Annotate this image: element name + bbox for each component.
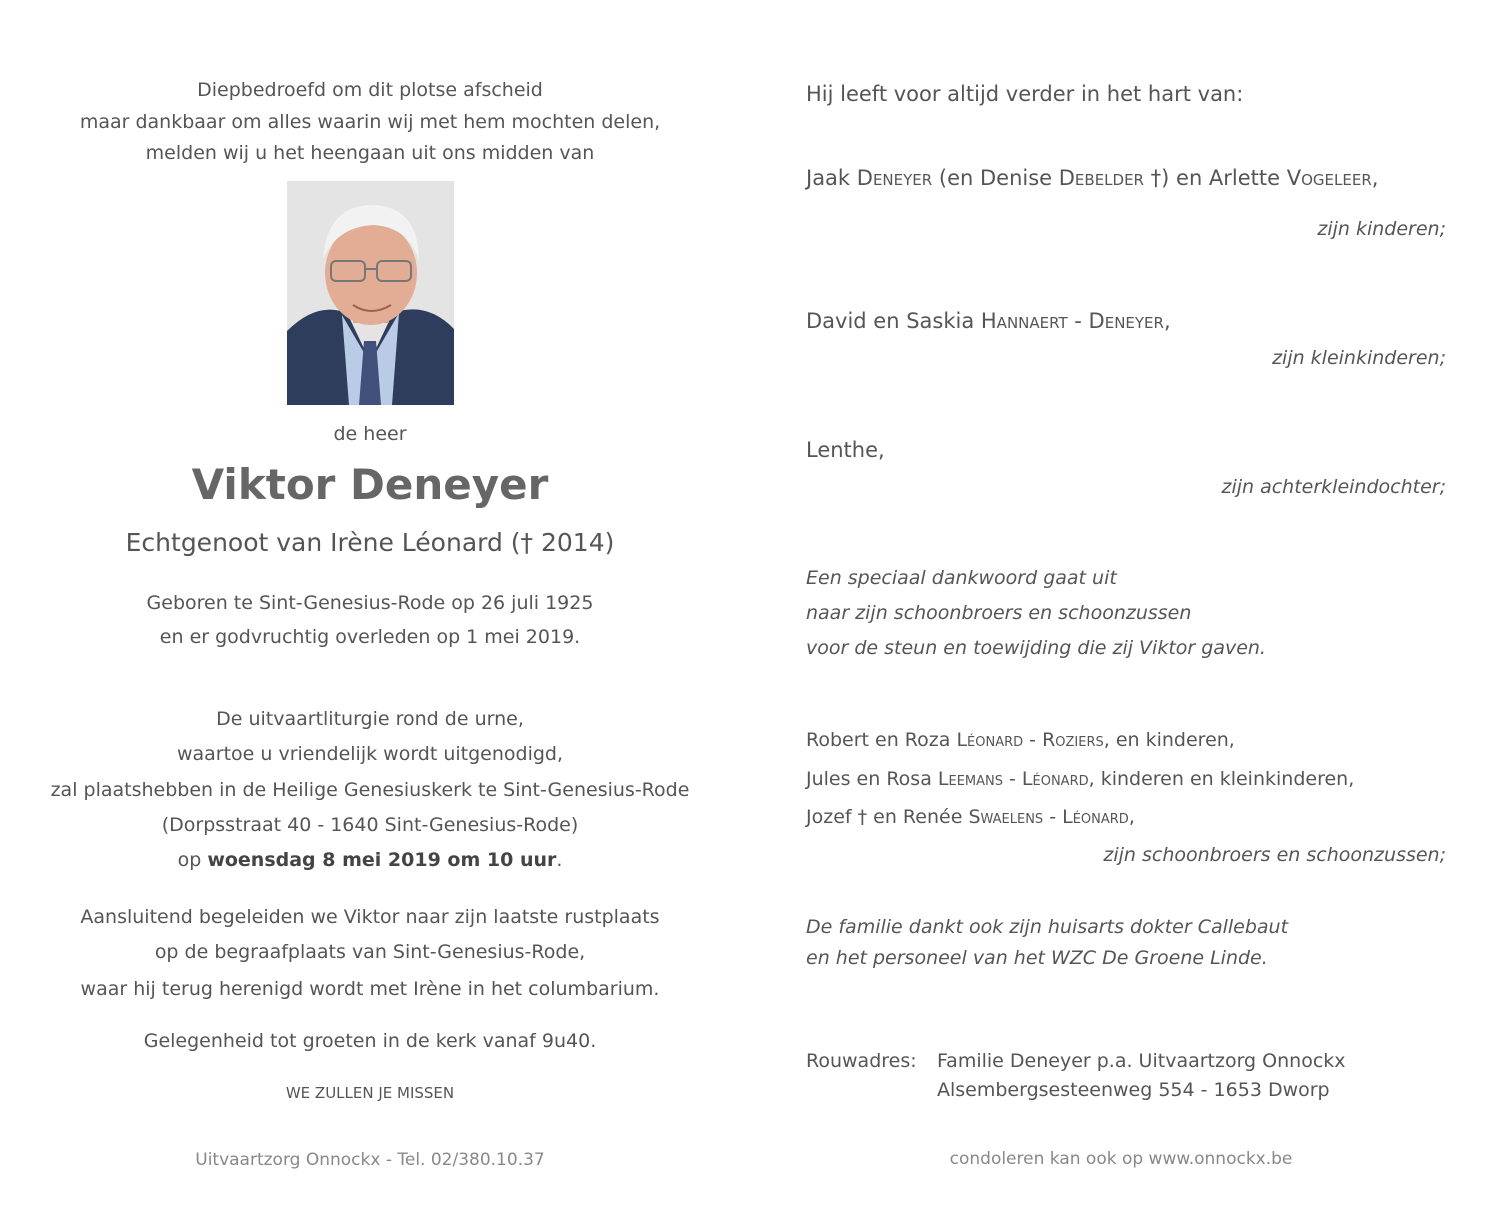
address-line-2: Alsembergsesteenweg 554 - 1653 Dworp bbox=[937, 1079, 1330, 1101]
honorific: de heer bbox=[333, 423, 407, 445]
heading-line: Hij leeft voor altijd verder in het hart van: bbox=[806, 82, 1244, 106]
thanks-line-3: voor de steun en toewijding die zij Viktor gaven. bbox=[806, 637, 1266, 659]
portrait-photo bbox=[287, 181, 454, 405]
date-suffix: . bbox=[556, 849, 563, 871]
died-line: en er godvruchtig overleden op 1 mei 2019. bbox=[159, 626, 581, 648]
address-label: Rouwadres: bbox=[806, 1050, 917, 1072]
surname: Debelder bbox=[1058, 166, 1144, 190]
surname: Deneyer bbox=[856, 166, 933, 190]
text: , en kinderen, bbox=[1103, 729, 1235, 751]
funeral-line-2: waartoe u vriendelijk wordt uitgenodigd, bbox=[176, 743, 564, 765]
text: , bbox=[1371, 166, 1379, 190]
born-line: Geboren te Sint-Genesius-Rode op 26 juli 1925 bbox=[146, 592, 594, 614]
text: Robert en Roza bbox=[806, 729, 957, 751]
grandchildren-line bbox=[806, 309, 1446, 333]
deceased-name: Viktor Deneyer bbox=[191, 460, 549, 509]
text: Jozef † en Renée bbox=[806, 806, 969, 828]
great-grandchild-label: zijn achterkleindochter; bbox=[1221, 476, 1446, 498]
inlaw-line-1 bbox=[806, 729, 1446, 751]
footer-right: condoleren kan ook op www.onnockx.be bbox=[949, 1149, 1293, 1169]
text: David en Saskia bbox=[806, 309, 981, 333]
inlaw-line-3 bbox=[806, 806, 1446, 828]
surname: Vogeleer bbox=[1286, 166, 1372, 190]
text: Jules en Rosa bbox=[806, 768, 938, 790]
inlaw-line-2 bbox=[806, 768, 1446, 790]
burial-line-2: op de begraafplaats van Sint-Genesius-Rode, bbox=[154, 941, 586, 963]
funeral-date bbox=[40, 849, 700, 871]
funeral-line-3: zal plaatshebben in de Heilige Genesiuskerk te Sint-Genesius-Rode bbox=[50, 779, 690, 801]
burial-line-3: waar hij terug herenigd wordt met Irène in het columbarium. bbox=[80, 978, 660, 1000]
spouse-line: Echtgenoot van Irène Léonard († 2014) bbox=[125, 528, 615, 557]
thanks-line-2: naar zijn schoonbroers en schoonzussen bbox=[806, 602, 1192, 624]
date-prefix: op bbox=[177, 849, 202, 871]
surname: Swaelens - Léonard bbox=[968, 806, 1129, 828]
intro-line-1: Diepbedroefd om dit plotse afscheid bbox=[197, 79, 543, 101]
text: †) en Arlette bbox=[1143, 166, 1287, 190]
greeting-line: Gelegenheid tot groeten in de kerk vanaf 9u40. bbox=[143, 1030, 597, 1052]
text: (en Denise bbox=[932, 166, 1059, 190]
surname: Léonard - Roziers bbox=[956, 729, 1104, 751]
missen-line: WE ZULLEN JE MISSEN bbox=[285, 1084, 455, 1102]
text: , bbox=[1163, 309, 1171, 333]
grandchildren-label: zijn kleinkinderen; bbox=[1272, 347, 1446, 369]
thanks-line-1: Een speciaal dankwoord gaat uit bbox=[806, 567, 1117, 589]
intro-line-3: melden wij u het heengaan uit ons midden van bbox=[145, 142, 595, 164]
doctor-line-1: De familie dankt ook zijn huisarts dokter Callebaut bbox=[806, 916, 1289, 938]
children-line bbox=[806, 166, 1446, 190]
text: , kinderen en kleinkinderen, bbox=[1088, 768, 1355, 790]
children-label: zijn kinderen; bbox=[1317, 218, 1446, 240]
date-bold: woensdag 8 mei 2019 om 10 uur bbox=[207, 849, 557, 871]
burial-line-1: Aansluitend begeleiden we Viktor naar zijn laatste rustplaats bbox=[80, 906, 660, 928]
surname: Hannaert - Deneyer bbox=[980, 309, 1164, 333]
footer-left: Uitvaartzorg Onnockx - Tel. 02/380.10.37 bbox=[195, 1150, 545, 1170]
doctor-line-2: en het personeel van het WZC De Groene Linde. bbox=[806, 947, 1268, 969]
great-grandchild-line: Lenthe, bbox=[806, 438, 885, 462]
intro-line-2: maar dankbaar om alles waarin wij met hem mochten delen, bbox=[79, 111, 661, 133]
address-line-1: Familie Deneyer p.a. Uitvaartzorg Onnockx bbox=[937, 1050, 1346, 1072]
surname: Leemans - Léonard bbox=[937, 768, 1089, 790]
funeral-line-4: (Dorpsstraat 40 - 1640 Sint-Genesius-Rode) bbox=[161, 814, 579, 836]
text: , bbox=[1128, 806, 1135, 828]
inlaws-label: zijn schoonbroers en schoonzussen; bbox=[1103, 844, 1446, 866]
funeral-line-1: De uitvaartliturgie rond de urne, bbox=[216, 708, 524, 730]
text: Jaak bbox=[806, 166, 857, 190]
